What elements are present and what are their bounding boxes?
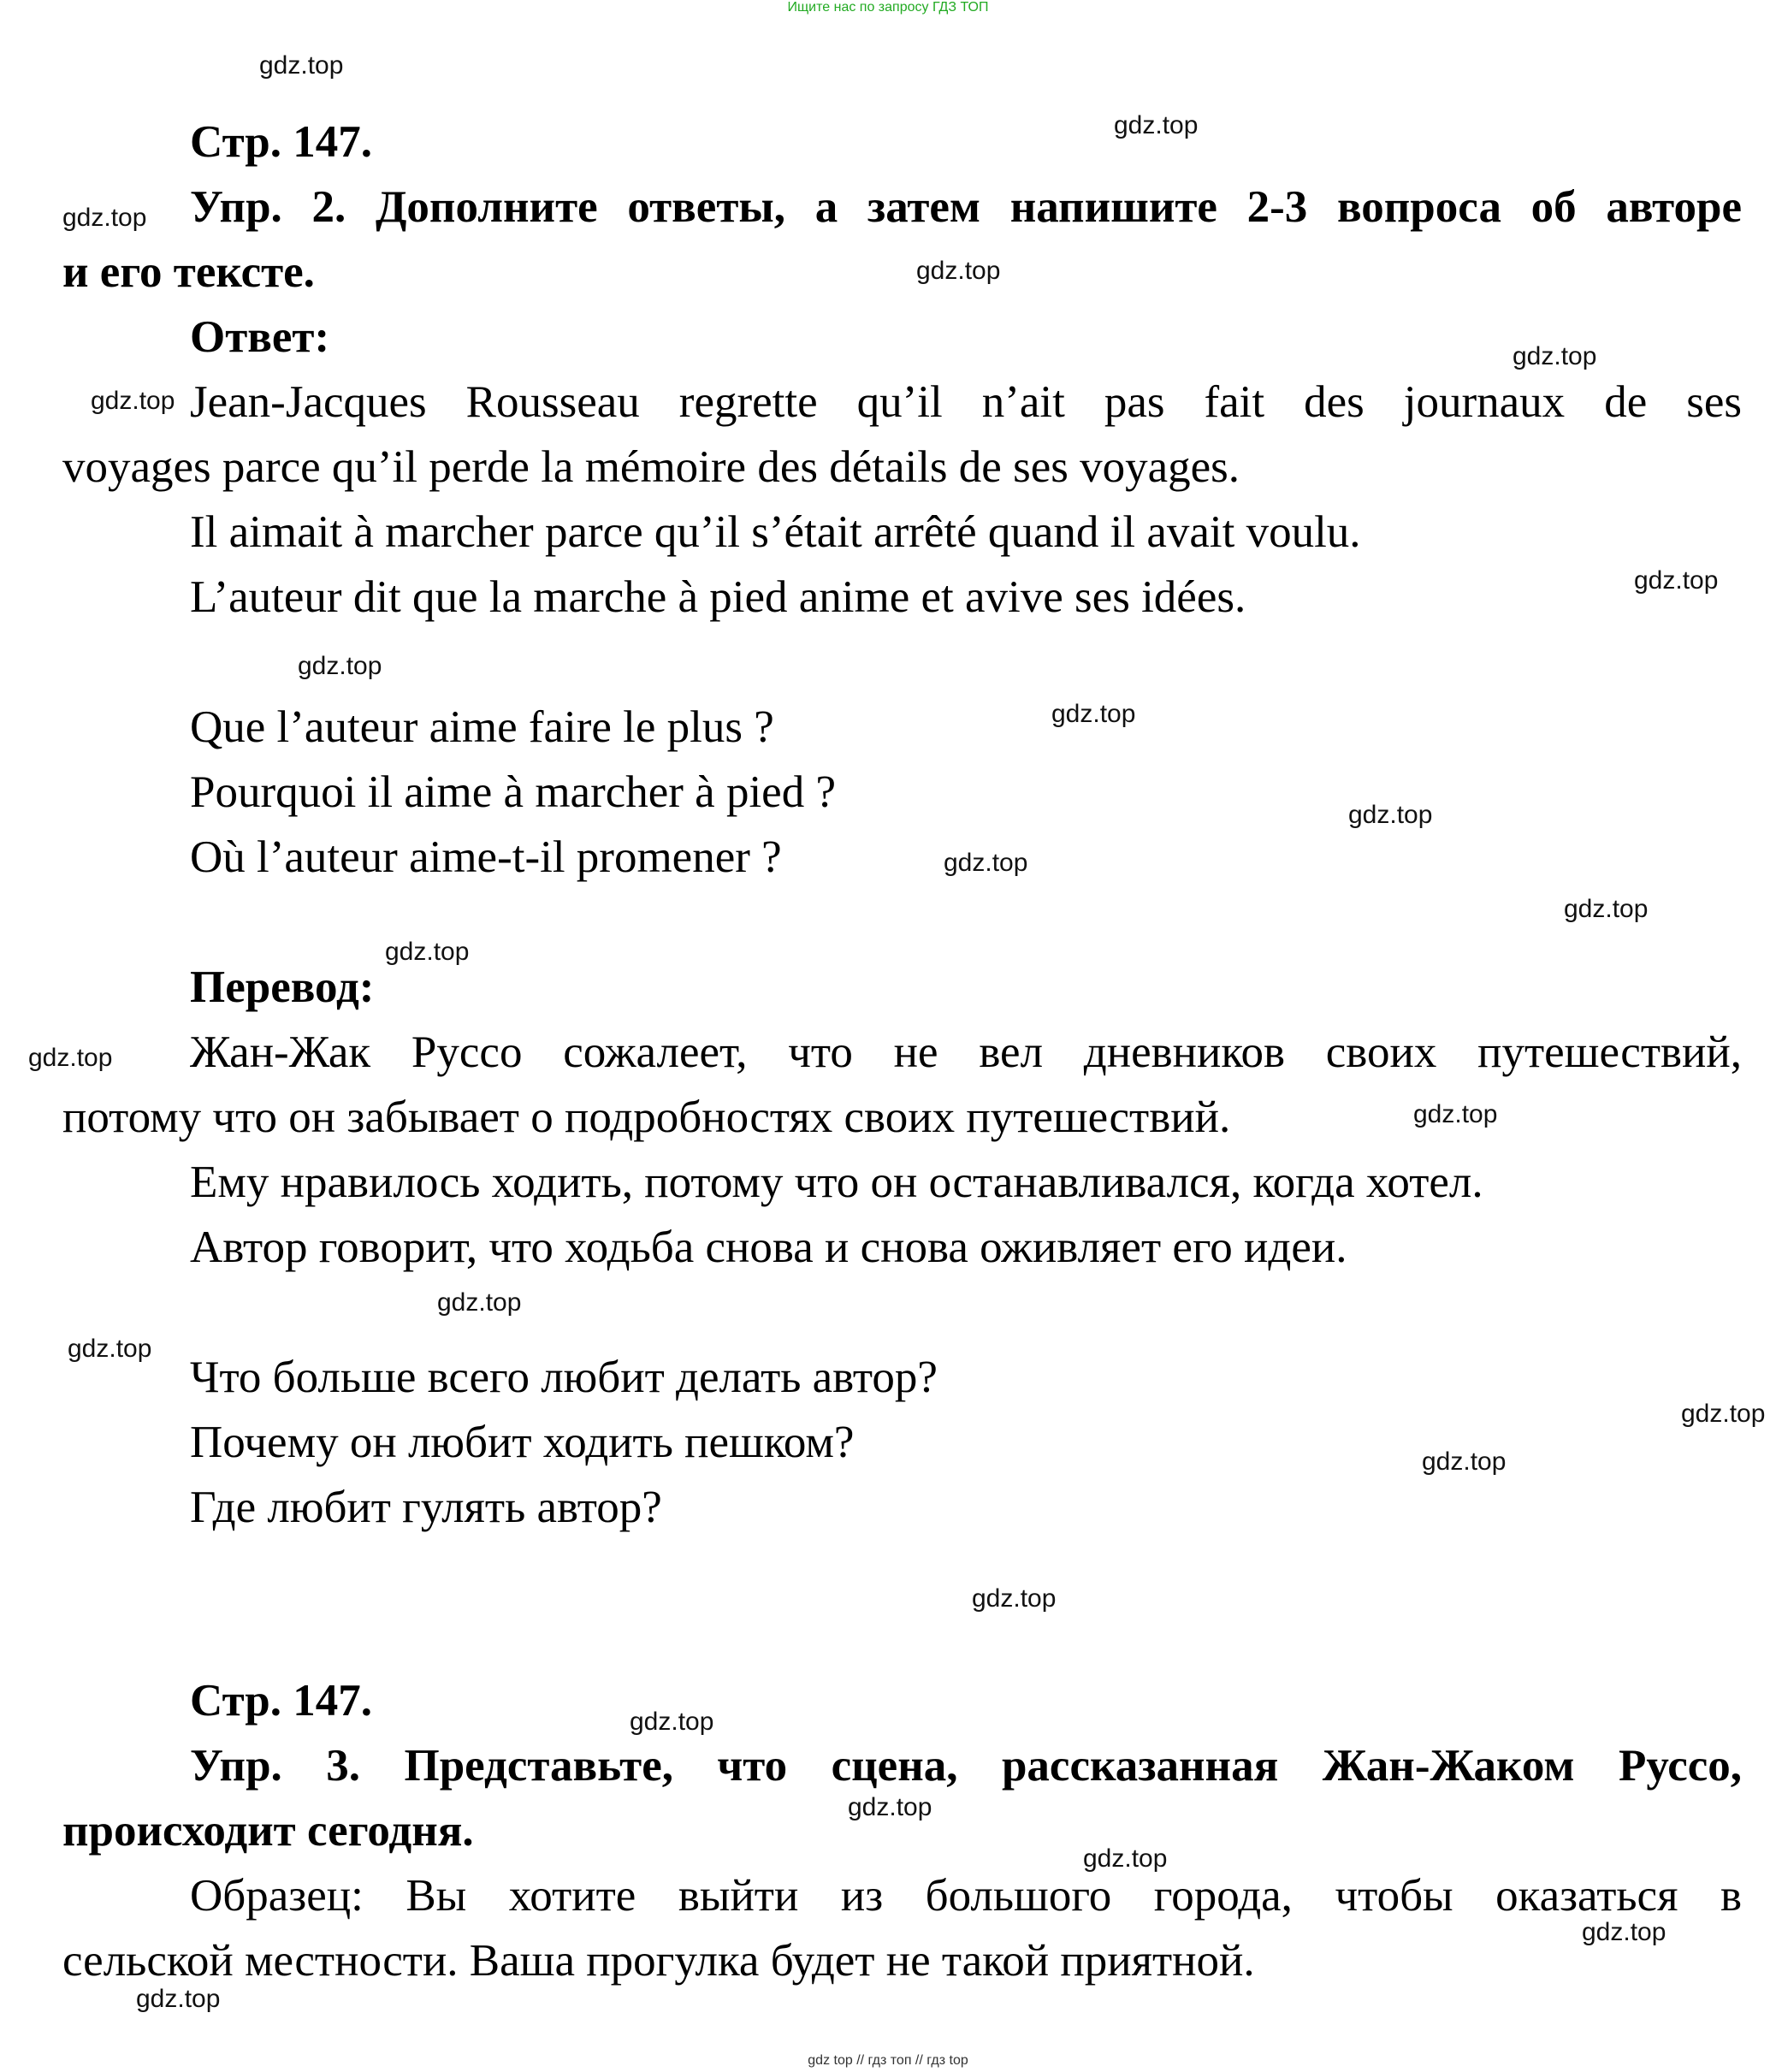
watermark: gdz.top xyxy=(62,204,147,232)
sample-line1: Образец: Вы хотите выйти из большого города, чтобы оказаться в xyxy=(190,1871,1742,1921)
watermark: gdz.top xyxy=(1114,111,1199,139)
watermark: gdz.top xyxy=(1513,342,1597,370)
exercise-3-title-line1: Упр. 3. Представьте, что сцена, рассказанная Жан-Жаком Руссо, xyxy=(190,1741,1742,1791)
watermark: gdz.top xyxy=(385,938,470,966)
watermark: gdz.top xyxy=(91,387,175,415)
watermark: gdz.top xyxy=(972,1584,1057,1613)
watermark: gdz.top xyxy=(1083,1844,1168,1873)
watermark: gdz.top xyxy=(848,1793,932,1821)
translation-question-3: Где любит гулять автор? xyxy=(190,1483,662,1532)
bottom-banner: gdz top // гдз топ // гдз top xyxy=(808,2053,968,2068)
answer-p2: Il aimait à marcher parce qu’il s’était arrêté quand il avait voulu. xyxy=(190,507,1361,557)
question-2: Pourquoi il aime à marcher à pied ? xyxy=(190,767,836,817)
watermark: gdz.top xyxy=(944,849,1028,877)
sample-line2: сельской местности. Ваша прогулка будет не такой приятной. xyxy=(62,1936,1255,1986)
watermark: gdz.top xyxy=(916,257,1001,285)
translation-label: Перевод: xyxy=(190,962,375,1012)
watermark: gdz.top xyxy=(1413,1100,1498,1128)
watermark: gdz.top xyxy=(1634,566,1719,595)
translation-question-2: Почему он любит ходить пешком? xyxy=(190,1418,855,1467)
top-banner: Ищите нас по запросу ГДЗ ТОП xyxy=(787,0,989,15)
page-heading-1: Стр. 147. xyxy=(190,117,372,167)
exercise-2-title-line2: и его тексте. xyxy=(62,247,315,297)
watermark: gdz.top xyxy=(28,1044,113,1072)
watermark: gdz.top xyxy=(1681,1400,1766,1428)
answer-p1-line2: voyages parce qu’il perde la mémoire des détails de ses voyages. xyxy=(62,442,1240,492)
watermark: gdz.top xyxy=(1582,1918,1666,1946)
exercise-3-title-line2: происходит сегодня. xyxy=(62,1806,474,1856)
answer-p1-line1: Jean-Jacques Rousseau regrette qu’il n’ait pas fait des journaux de ses xyxy=(190,377,1742,427)
watermark: gdz.top xyxy=(68,1335,152,1363)
watermark: gdz.top xyxy=(1051,700,1136,728)
question-1: Que l’auteur aime faire le plus ? xyxy=(190,702,774,752)
answer-p3: L’auteur dit que la marche à pied anime et avive ses idées. xyxy=(190,572,1246,622)
watermark: gdz.top xyxy=(1348,801,1433,829)
watermark: gdz.top xyxy=(298,652,382,680)
translation-p2: Ему нравилось ходить, потому что он останавливался, когда хотел. xyxy=(190,1157,1483,1207)
watermark: gdz.top xyxy=(630,1708,714,1736)
watermark: gdz.top xyxy=(136,1985,221,2013)
exercise-2-title-line1: Упр. 2. Дополните ответы, а затем напишите 2-3 вопроса об авторе xyxy=(190,182,1742,232)
watermark: gdz.top xyxy=(1422,1447,1507,1476)
translation-p1-line2: потому что он забывает о подробностях своих путешествий. xyxy=(62,1092,1231,1142)
watermark: gdz.top xyxy=(437,1288,522,1317)
translation-p3: Автор говорит, что ходьба снова и снова оживляет его идеи. xyxy=(190,1222,1347,1272)
answer-label: Ответ: xyxy=(190,312,330,362)
page-heading-2: Стр. 147. xyxy=(190,1676,372,1726)
watermark: gdz.top xyxy=(1564,895,1649,923)
translation-question-1: Что больше всего любит делать автор? xyxy=(190,1353,938,1402)
watermark: gdz.top xyxy=(259,51,344,80)
translation-p1-line1: Жан-Жак Руссо сожалеет, что не вел дневников своих путешествий, xyxy=(190,1027,1742,1077)
question-3: Où l’auteur aime-t-il promener ? xyxy=(190,832,782,882)
